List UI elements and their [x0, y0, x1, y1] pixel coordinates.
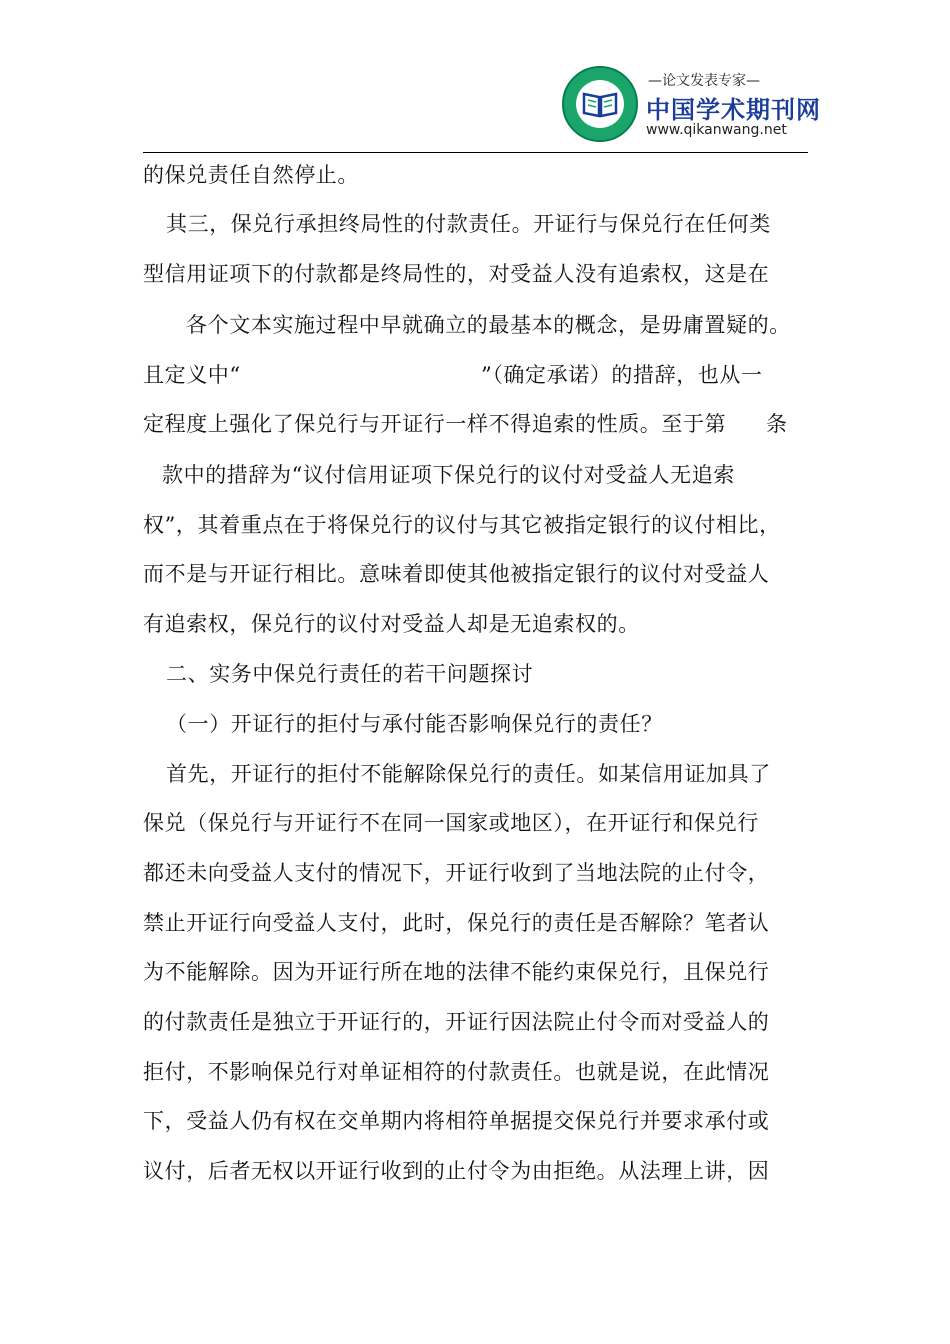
- text-line: 权”，其着重点在于将保兑行的议付与其它被指定银行的议付相比，: [143, 513, 781, 537]
- site-logo[interactable]: [560, 64, 821, 146]
- text-line: 禁止开证行向受益人支付，此时，保兑行的责任是否解除？笔者认: [143, 911, 770, 935]
- text-line: 条: [766, 412, 788, 436]
- logo-name: 中国学术期刊网: [646, 96, 821, 124]
- text-line: 都还未向受益人支付的情况下，开证行收到了当地法院的止付令，: [143, 861, 770, 885]
- text-line: 的付款责任是独立于开证行的，开证行因法院止付令而对受益人的: [143, 1010, 770, 1034]
- section-heading: 二、实务中保兑行责任的若干问题探讨: [166, 662, 534, 686]
- header-rule: [143, 152, 808, 153]
- text-line: 下，受益人仍有权在交单期内将相符单据提交保兑行并要求承付或: [143, 1109, 770, 1133]
- subsection-heading: （一）开证行的拒付与承付能否影响保兑行的责任？: [166, 712, 663, 736]
- text-line: 其三，保兑行承担终局性的付款责任。开证行与保兑行在任何类: [166, 212, 771, 236]
- text-line: 保兑（保兑行与开证行不在同一国家或地区），在开证行和保兑行: [143, 811, 759, 835]
- open-book-icon: [582, 90, 618, 118]
- text-line: 为不能解除。因为开证行所在地的法律不能约束保兑行，且保兑行: [143, 960, 770, 984]
- text-line: ”（确定承诺）的措辞，也从一: [481, 363, 763, 387]
- logo-slogan: —论文发表专家—: [648, 73, 760, 89]
- text-line: 首先，开证行的拒付不能解除保兑行的责任。如某信用证加具了: [166, 762, 771, 786]
- text-line: 的保兑责任自然停止。: [143, 163, 359, 187]
- text-line: 型信用证项下的付款都是终局性的，对受益人没有追索权，这是在: [143, 262, 770, 286]
- logo-url[interactable]: www.qikanwang.net: [646, 122, 787, 138]
- text-line: 各个文本实施过程中早就确立的最基本的概念，是毋庸置疑的。: [186, 313, 791, 337]
- text-line: 定程度上强化了保兑行与开证行一样不得追索的性质。至于第: [143, 412, 727, 436]
- text-line: 且定义中“: [143, 363, 241, 387]
- text-line: 款中的措辞为“议付信用证项下保兑行的议付对受益人无追索: [162, 463, 735, 487]
- text-line: 拒付，不影响保兑行对单证相符的付款责任。也就是说，在此情况: [143, 1060, 770, 1084]
- text-line: 而不是与开证行相比。意味着即使其他被指定银行的议付对受益人: [143, 562, 770, 586]
- logo-emblem: [562, 66, 638, 142]
- text-line: 议付，后者无权以开证行收到的止付令为由拒绝。从法理上讲，因: [143, 1159, 770, 1183]
- text-line: 有追索权，保兑行的议付对受益人却是无追索权的。: [143, 612, 640, 636]
